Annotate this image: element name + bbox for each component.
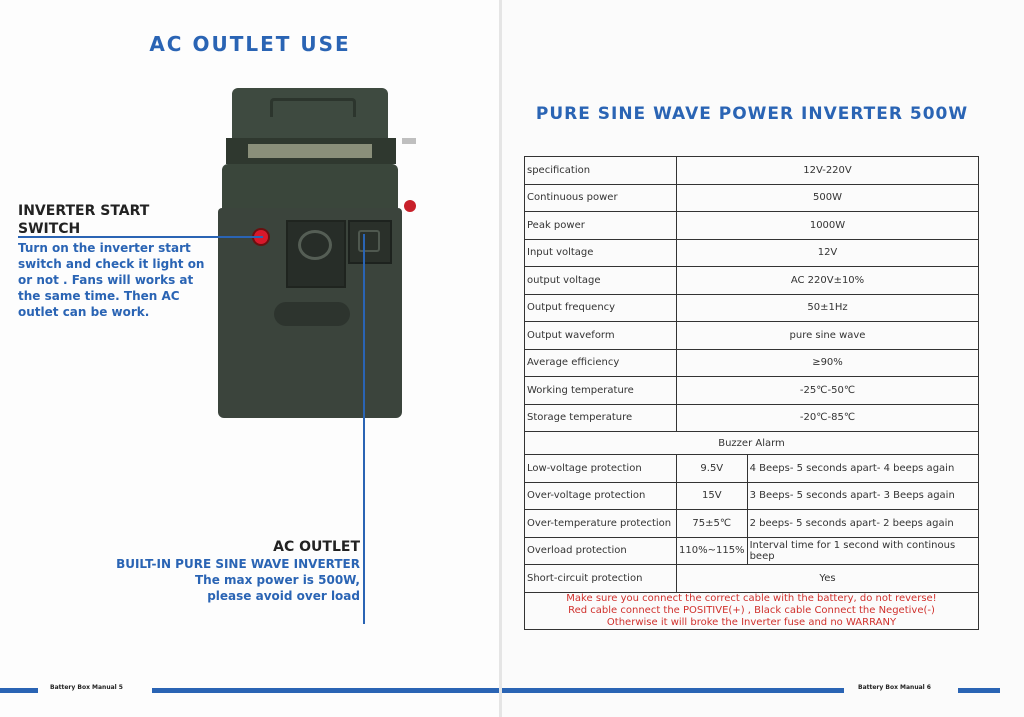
warning-row xyxy=(525,592,979,629)
footer-bar xyxy=(958,688,1000,693)
ac-socket-icon xyxy=(348,220,392,264)
table-row: Over-voltage protection 15V 3 Beeps- 5 seconds apart- 3 Beeps again xyxy=(525,482,979,510)
ac-outlet-callout: AC OUTLET BUILT-IN PURE SINE WAVE INVERTER The max power is 500W, please avoid over load xyxy=(60,538,360,604)
table-row: output voltage AC 220V±10% xyxy=(525,267,979,295)
device-lid xyxy=(232,88,388,140)
device-label-sticker xyxy=(248,144,372,158)
table-row: Overload protection 110%~115% Interval time for 1 second with continous beep xyxy=(525,537,979,565)
table-row: Input voltage 12V xyxy=(525,239,979,267)
table-row: Short-circuit protection Yes xyxy=(525,565,979,593)
footer-bar xyxy=(0,688,38,693)
warning-line: Make sure you connect the correct cable with the battery, do not reverse! xyxy=(566,592,937,604)
spec-table xyxy=(524,156,979,630)
red-terminal-icon xyxy=(404,200,416,212)
left-page-title: AC OUTLET USE xyxy=(149,32,351,56)
footer-bar xyxy=(502,688,844,693)
table-row: Storage temperature -20℃-85℃ xyxy=(525,404,979,432)
alarm-header-row: Buzzer Alarm xyxy=(525,432,979,455)
battery-box-illustration xyxy=(218,88,402,418)
right-page-title: PURE SINE WAVE POWER INVERTER 500W xyxy=(535,104,969,124)
outlet-callout-line xyxy=(363,234,365,624)
table-row: Continuous power 500W xyxy=(525,184,979,212)
inverter-switch-description: Turn on the inverter start switch and check it light on or not . Fans will works at the same time. Then AC outlet can be work. xyxy=(18,241,205,319)
table-row: Working temperature -25℃-50℃ xyxy=(525,377,979,405)
left-footer: Battery Box Manual 5 xyxy=(50,684,123,691)
right-footer: Battery Box Manual 6 xyxy=(858,684,931,691)
table-row: Output frequency 50±1Hz xyxy=(525,294,979,322)
table-row: Low-voltage protection 9.5V 4 Beeps- 5 seconds apart- 4 beeps again xyxy=(525,455,979,483)
device-handle xyxy=(274,302,350,326)
table-row: Average efficiency ≥90% xyxy=(525,349,979,377)
warning-line: Red cable connect the POSITIVE(+) , Black cable Connect the Negetive(-) xyxy=(568,604,935,616)
ac-outlet-heading: AC OUTLET xyxy=(273,539,360,555)
table-row: Over-temperature protection 75±5℃ 2 beeps- 5 seconds apart- 2 beeps again xyxy=(525,510,979,538)
cable-connector-icon xyxy=(402,138,416,144)
warning-line: Otherwise it will broke the Inverter fuse and no WARRANY xyxy=(606,616,897,628)
table-row: Peak power 1000W xyxy=(525,212,979,240)
inverter-switch-heading: INVERTER START SWITCH xyxy=(18,203,150,237)
fan-icon xyxy=(286,220,346,288)
footer-bar xyxy=(152,688,499,693)
table-row: specification 12V-220V xyxy=(525,157,979,185)
table-row: Output waveform pure sine wave xyxy=(525,322,979,350)
